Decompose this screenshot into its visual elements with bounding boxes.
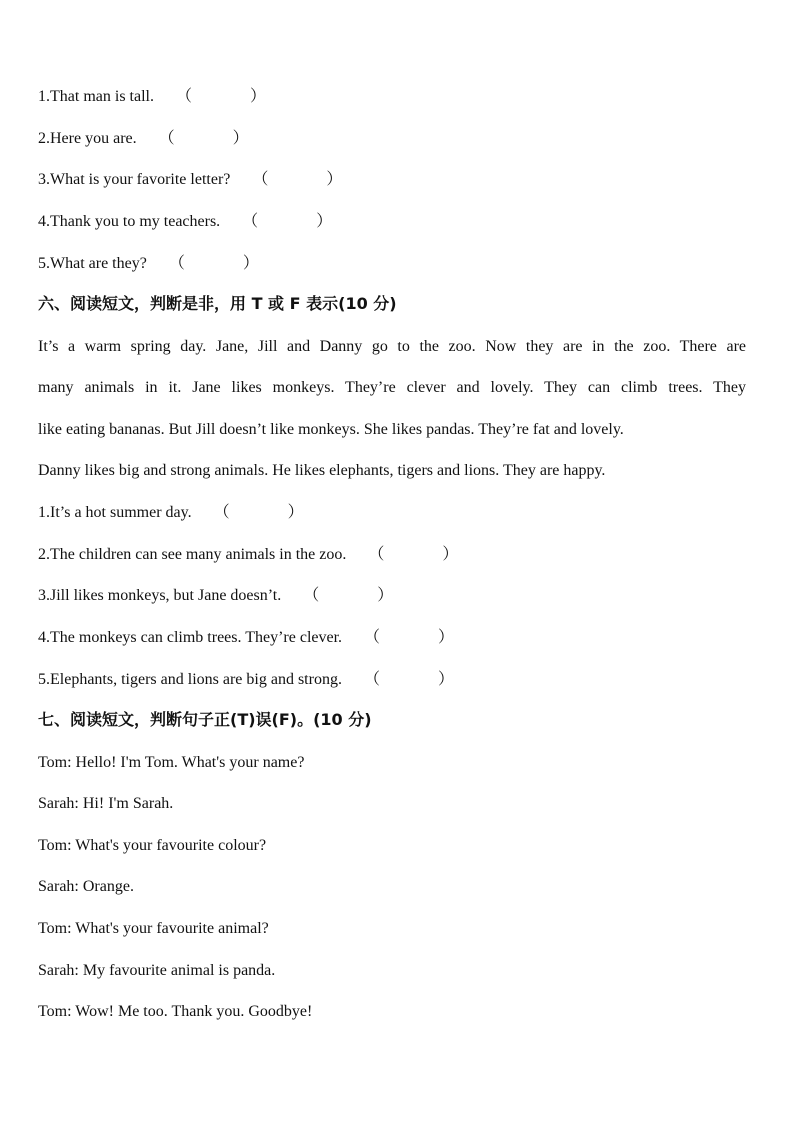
answer-blank[interactable]: （ ） — [242, 213, 333, 230]
dialogue-line: Tom: Wow! Me too. Thank you. Goodbye! — [38, 1003, 313, 1020]
section-heading: 六、阅读短文，判断是非，用 T 或 F 表示(10 分) — [38, 294, 397, 313]
question-item — [38, 254, 259, 274]
answer-blank[interactable]: （ ） — [158, 130, 249, 147]
question-text: 3.What is your favorite letter? — [38, 171, 231, 188]
answer-blank[interactable]: （ ） — [303, 587, 394, 604]
passage-line: like eating bananas. But Jill doesn’t like monkeys. She likes pandas. They’re fat and lovely. — [38, 421, 624, 438]
section-heading: 七、阅读短文，判断句子正(T)误(F)。(10 分) — [38, 710, 372, 729]
question-text: 2.The children can see many animals in the zoo. — [38, 546, 347, 563]
question-item — [38, 129, 249, 149]
question-text: 2.Here you are. — [38, 130, 137, 147]
question-item — [38, 670, 454, 690]
passage-line: many animals in it. Jane likes monkeys. They’re clever and lovely. They can climb trees. They — [38, 379, 746, 396]
question-text: 4.Thank you to my teachers. — [38, 213, 221, 230]
question-text: 5.Elephants, tigers and lions are big and strong. — [38, 671, 342, 688]
answer-blank[interactable]: （ ） — [175, 88, 267, 105]
dialogue-line: Tom: What's your favourite animal? — [38, 920, 269, 937]
answer-blank[interactable]: （ ） — [213, 504, 304, 521]
question-item — [38, 545, 458, 565]
question-item — [38, 87, 266, 107]
dialogue-line: Tom: Hello! I'm Tom. What's your name? — [38, 754, 305, 771]
dialogue-line: Sarah: Hi! I'm Sarah. — [38, 795, 174, 812]
question-text: 5.What are they? — [38, 255, 147, 272]
passage-line: It’s a warm spring day. Jane, Jill and Danny go to the zoo. Now they are in the zoo. There are — [38, 338, 746, 355]
answer-blank[interactable]: （ ） — [364, 629, 455, 646]
question-item — [38, 586, 393, 606]
dialogue-line: Sarah: Orange. — [38, 878, 134, 895]
question-item — [38, 628, 454, 648]
question-text: 4.The monkeys can climb trees. They’re clever. — [38, 629, 343, 646]
question-item — [38, 170, 342, 190]
question-text: 3.Jill likes monkeys, but Jane doesn’t. — [38, 587, 282, 604]
answer-blank[interactable]: （ ） — [252, 171, 343, 188]
dialogue-line: Tom: What's your favourite colour? — [38, 837, 267, 854]
question-item — [38, 212, 332, 232]
answer-blank[interactable]: （ ） — [168, 255, 259, 272]
answer-blank[interactable]: （ ） — [363, 671, 454, 688]
question-item — [38, 503, 304, 523]
passage-line: Danny likes big and strong animals. He likes elephants, tigers and lions. They are happy. — [38, 462, 606, 479]
dialogue-line: Sarah: My favourite animal is panda. — [38, 962, 276, 979]
answer-blank[interactable]: （ ） — [368, 546, 459, 563]
question-text: 1.That man is tall. — [38, 88, 154, 105]
question-text: 1.It’s a hot summer day. — [38, 504, 192, 521]
